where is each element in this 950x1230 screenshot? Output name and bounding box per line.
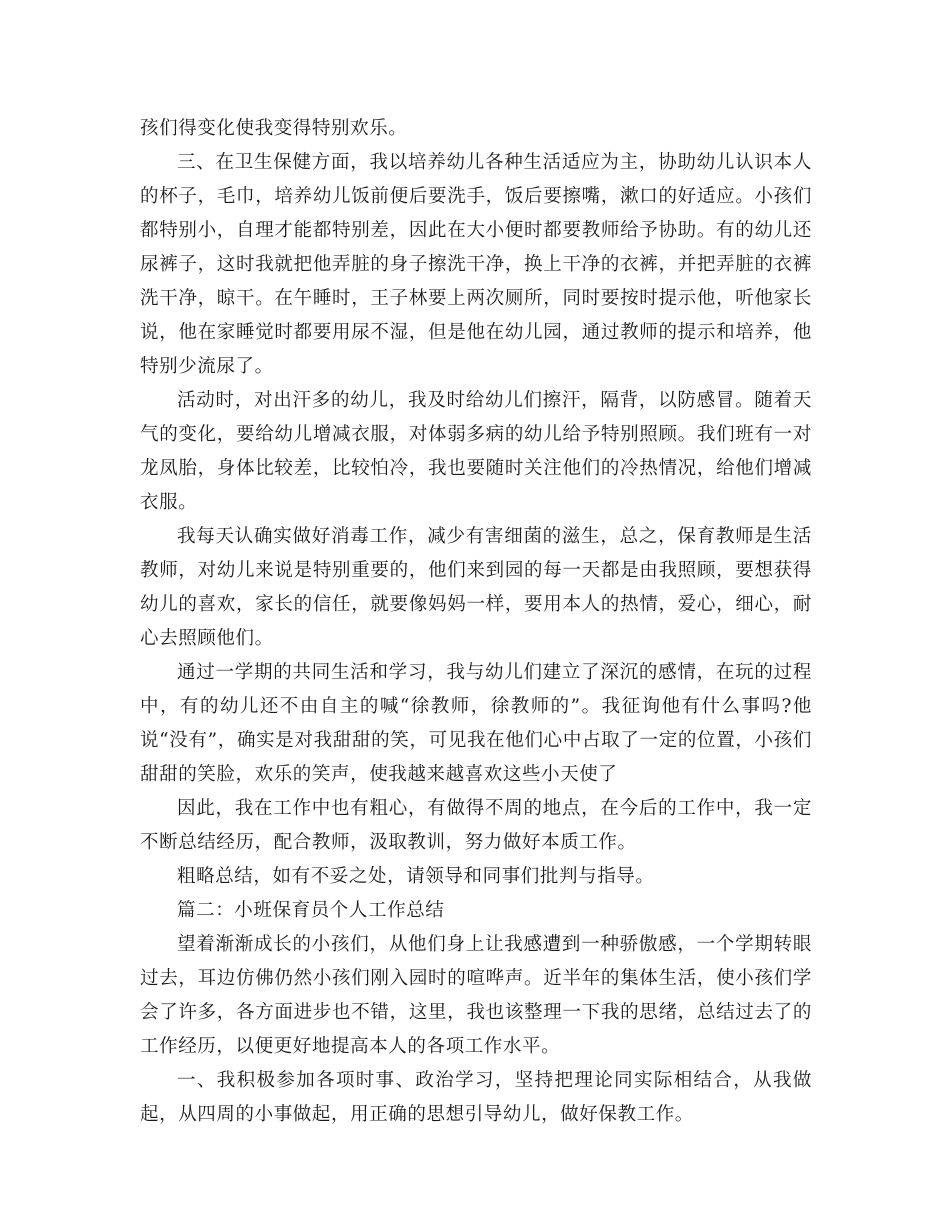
paragraph-shortcomings: 因此，我在工作中也有粗心，有做得不周的地点，在今后的工作中，我一定不断总结经历，配合教师，汲取教训，努力做好本质工作。 — [140, 798, 812, 853]
paragraph-disinfection: 我每天认确实做好消毒工作，减少有害细菌的滋生，总之，保育教师是生活教师，对幼儿来说是特别重要的，他们来到园的每一天都是由我照顾，要想获得幼儿的喜欢，家长的信任，就要像妈妈一样，要用本人的热情，爱心，细心，耐心去照顾他们。 — [140, 526, 812, 649]
paragraph-part-two-intro: 望着渐渐成长的小孩们，从他们身上让我感遭到一种骄傲感，一个学期转眼过去，耳边仿佛仍然小孩们刚入园时的喧哗声。近半年的集体生活，使小孩们学会了许多，各方面进步也不错，这里，我也该整理一下我的思绪，总结过去了的工作经历，以便更好地提高本人的各项工作水平。 — [140, 934, 812, 1057]
paragraph-hygiene-care: 三、在卫生保健方面，我以培养幼儿各种生活适应为主，协助幼儿认识本人的杯子，毛巾，培养幼儿饭前便后要洗手，饭后要擦嘴，漱口的好适应。小孩们都特别小，自理才能都特别差，因此在大小便时都要教师给予协助。有的幼儿还尿裤子，这时我就把他弄脏的身子擦洗干净，换上干净的衣裤，并把弄脏的衣裤洗干净，晾干。在午睡时，王子林要上两次厕所，同时要按时提示他，听他家长说，他在家睡觉时都要用尿不湿，但是他在幼儿园，通过教师的提示和培养，他特别少流尿了。 — [140, 152, 812, 377]
section-heading-part-two: 篇二：小班保育员个人工作总结 — [177, 900, 445, 921]
paragraph-relationship: 通过一学期的共同生活和学习，我与幼儿们建立了深沉的感情，在玩的过程中，有的幼儿还不由自主的喊“徐教师，徐教师的”。我征询他有什么事吗?他说“没有”，确实是对我甜甜的笑，可见我在他们心中占取了一定的位置，小孩们甜甜的笑脸，欢乐的笑声，使我越来越喜欢这些小天使了 — [140, 662, 812, 785]
paragraph-part-two-point-one: 一、我积极参加各项时事、政治学习，坚持把理论同实际相结合，从我做起，从四周的小事做起，用正确的思想引导幼儿，做好保教工作。 — [140, 1070, 812, 1125]
paragraph-continuation: 孩们得变化使我变得特别欢乐。 — [140, 118, 408, 139]
paragraph-activity-care: 活动时，对出汗多的幼儿，我及时给幼儿们擦汗，隔背，以防感冒。随着天气的变化，要给幼儿增减衣服，对体弱多病的幼儿给予特别照顾。我们班有一对龙凤胎，身体比较差，比较怕冷，我也要随时关注他们的冷热情况，给他们增减衣服。 — [140, 390, 812, 513]
paragraph-closing: 粗略总结，如有不妥之处，请领导和同事们批判与指导。 — [177, 866, 655, 887]
document-body — [140, 112, 812, 1132]
